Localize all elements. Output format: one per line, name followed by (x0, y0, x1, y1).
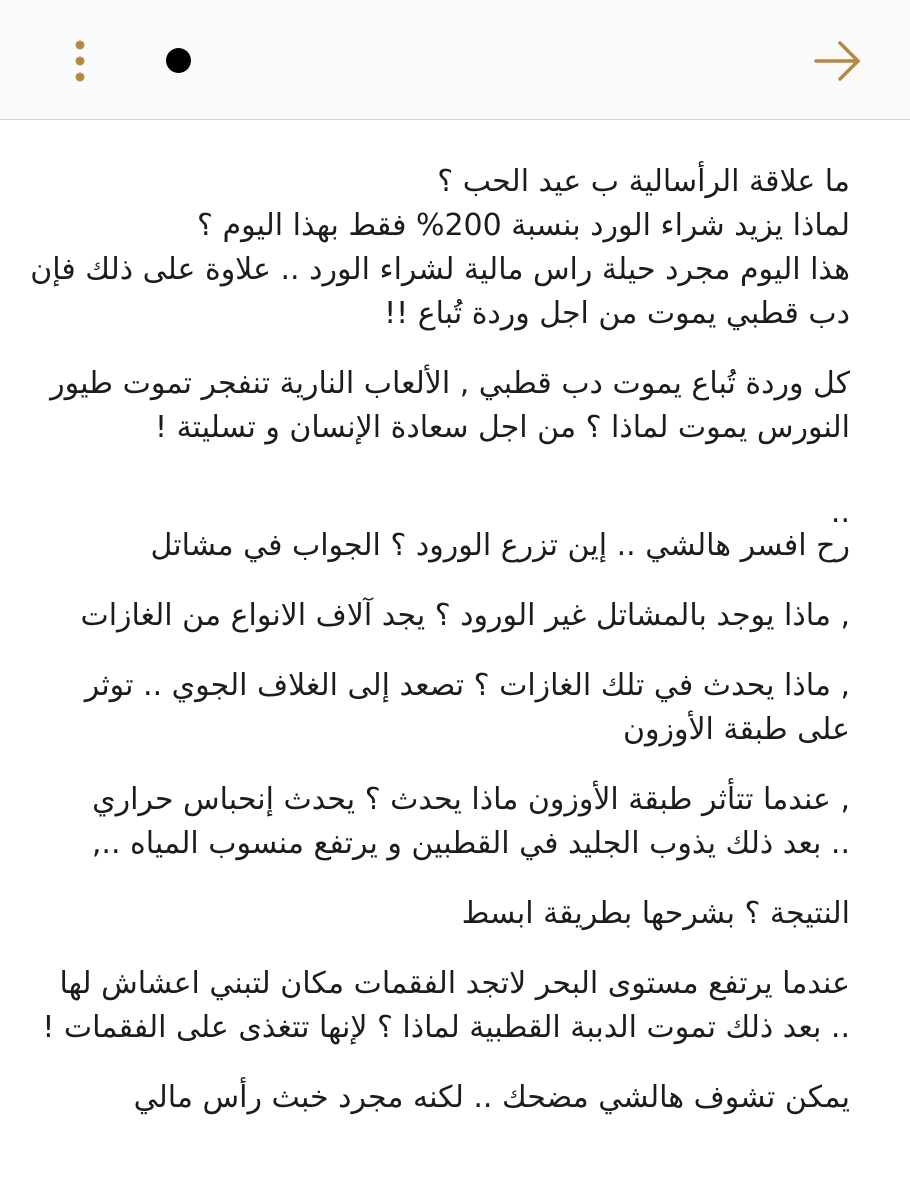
text-line: دب قطبي يموت من اجل وردة تُباع !! (384, 296, 850, 331)
text-line: هذا اليوم مجرد حيلة راس مالية لشراء الورد .. علاوة على ذلك فإن (30, 252, 850, 287)
text-line: النتيجة ؟ بشرحها بطريقة ابسط (461, 896, 850, 931)
text-line: ما علاقة الرأسالية ب عيد الحب ؟ (437, 164, 850, 199)
paragraph (60, 1076, 850, 1120)
paragraph (30, 160, 850, 336)
text-line: على طبقة الأوزون (622, 712, 850, 747)
text-line: عندما يرتفع مستوى البحر لاتجد الفقمات مكان لتبني اعشاش لها (59, 966, 850, 1001)
back-button[interactable] (812, 38, 864, 84)
text-line: لماذا يزيد شراء الورد بنسبة 200% فقط بهذا اليوم ؟ (197, 208, 850, 243)
post-body (30, 160, 850, 1146)
arrow-right-icon (812, 38, 864, 84)
text-line: .. بعد ذلك يذوب الجليد في القطبين و يرتفع منسوب المياه .., (91, 826, 850, 861)
text-line: .. بعد ذلك تموت الدببة القطبية لماذا ؟ لإنها تتغذى على الفقمات ! (42, 1010, 850, 1045)
paragraph (60, 594, 850, 638)
more-options-button[interactable] (62, 36, 98, 86)
text-line: , عندما تتأثر طبقة الأوزون ماذا يحدث ؟ يحدث إنحباس حراري (92, 782, 850, 817)
status-dot (166, 48, 191, 73)
text-line: .. (830, 495, 850, 530)
text-line: النورس يموت لماذا ؟ من اجل سعادة الإنسان و تسليتة ! (155, 410, 850, 445)
paragraph (42, 962, 850, 1050)
paragraph (50, 362, 850, 450)
vertical-dots-icon (62, 36, 98, 86)
text-line: , ماذا يحدث في تلك الغازات ؟ تصعد إلى الغلاف الجوي .. توثر (84, 668, 850, 703)
text-line: يمكن تشوف هالشي مضحك .. لكنه مجرد خبث رأس مالي (133, 1080, 850, 1115)
top-toolbar (0, 0, 910, 120)
text-line: , ماذا يوجد بالمشاتل غير الورود ؟ يجد آلاف الانواع من الغازات (80, 598, 850, 633)
paragraph (60, 664, 850, 752)
text-line: رح افسر هالشي .. إين تزرع الورود ؟ الجواب في مشاتل (150, 528, 850, 563)
paragraph (60, 778, 850, 866)
paragraph (60, 892, 850, 936)
text-line: كل وردة تُباع يموت دب قطبي , الألعاب النارية تنفجر تموت طيور (50, 366, 850, 401)
paragraph (60, 495, 850, 568)
